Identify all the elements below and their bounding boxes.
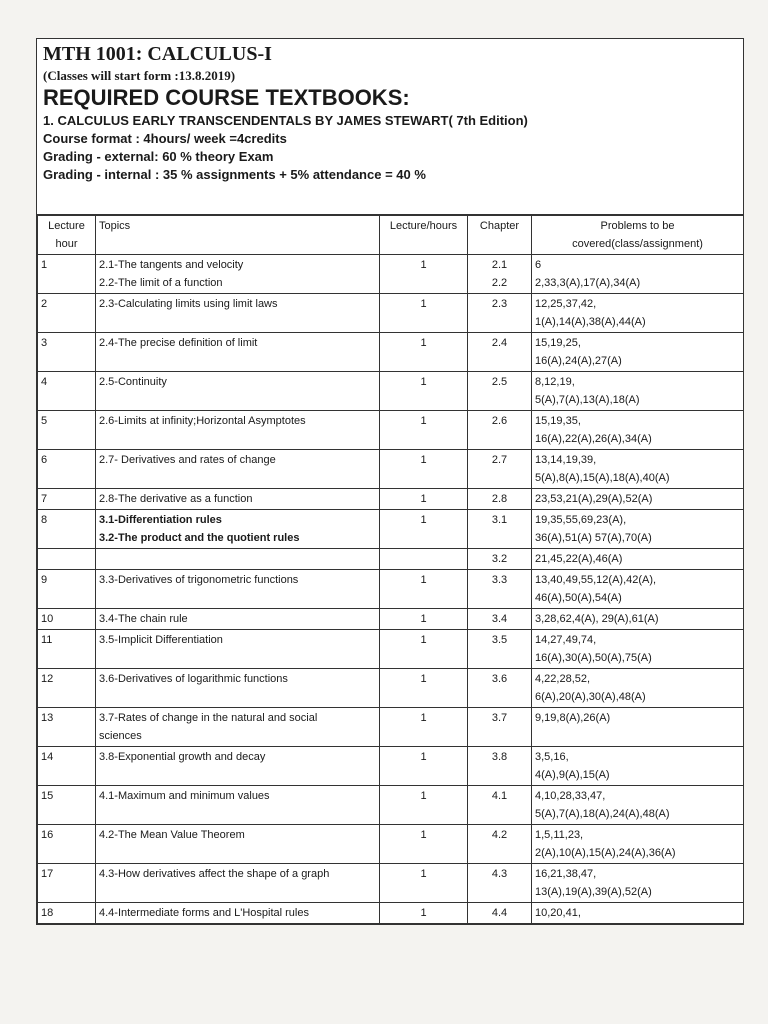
table-row [38, 549, 744, 570]
textbook-entry: 1. CALCULUS EARLY TRANSCENDENTALS BY JAMES STEWART( 7th Edition) [43, 113, 528, 128]
problems-text: 4,10,28,33,47, [535, 790, 606, 802]
topics-cell [96, 630, 380, 669]
chapter-text: 2.1 [491, 259, 508, 271]
table-row [38, 411, 744, 450]
syllabus-sheet [36, 38, 744, 925]
lecture-hour-cell: 12 [38, 669, 96, 708]
problems-cell [532, 747, 744, 786]
lecture-hour-cell: 9 [38, 570, 96, 609]
course-title: MTH 1001: CALCULUS-I [43, 43, 272, 65]
problems-cell [532, 255, 744, 294]
topic-text: 2.5-Continuity [99, 376, 167, 388]
table-row [38, 903, 744, 924]
syllabus-header [37, 39, 743, 215]
topic-text: 2.2-The limit of a function [99, 277, 223, 289]
problems-cell [532, 450, 744, 489]
problems-text: 2,33,3(A),17(A),34(A) [535, 277, 641, 289]
table-row [38, 333, 744, 372]
lecture-hour-cell: 8 [38, 510, 96, 549]
lecture-hour-header-line1: Lecture [48, 220, 85, 232]
topic-text: 3.1-Differentiation rules [99, 514, 222, 526]
schedule-table [37, 215, 744, 924]
lecture-hour-cell: 1 [38, 255, 96, 294]
table-row [38, 294, 744, 333]
chapter-cell [468, 786, 532, 825]
topics-cell [96, 669, 380, 708]
textbooks-heading: REQUIRED COURSE TEXTBOOKS: [43, 85, 410, 110]
problems-text: 13(A),19(A),39(A),52(A) [535, 886, 652, 898]
problems-text: 13,40,49,55,12(A),42(A), [535, 574, 657, 586]
problems-text: 6 [535, 259, 542, 271]
problems-text: 6(A),20(A),30(A),48(A) [535, 691, 646, 703]
table-row [38, 489, 744, 510]
course-format: Course format : 4hours/ week =4credits [43, 131, 287, 146]
lecture-hour-cell: 17 [38, 864, 96, 903]
chapter-text: 2.6 [491, 415, 508, 427]
topics-cell [96, 411, 380, 450]
topics-cell [96, 570, 380, 609]
chapter-cell [468, 825, 532, 864]
topics-cell [96, 294, 380, 333]
problems-text: 19,35,55,69,23(A), [535, 514, 627, 526]
problems-text: 3,5,16, [535, 751, 569, 763]
lecture-hour-cell: 13 [38, 708, 96, 747]
problems-header-line1: Problems to be [600, 220, 675, 232]
chapter-header: Chapter [468, 216, 532, 255]
topic-text: 3.3-Derivatives of trigonometric functions [99, 574, 299, 586]
problems-text: 8,12,19, [535, 376, 575, 388]
lecture-hour-header-line2: hour [55, 238, 78, 250]
lecture-hours-cell: 1 [380, 255, 468, 294]
chapter-text: 2.4 [491, 337, 508, 349]
chapter-text: 4.4 [491, 907, 508, 919]
chapter-text: 2.3 [491, 298, 508, 310]
lecture-hour-cell: 16 [38, 825, 96, 864]
lecture-hours-cell: 1 [380, 903, 468, 924]
problems-cell [532, 609, 744, 630]
lecture-hour-cell: 5 [38, 411, 96, 450]
chapter-text: 2.7 [491, 454, 508, 466]
problems-text: 15,19,35, [535, 415, 581, 427]
lecture-hour-header [38, 216, 96, 255]
chapter-text: 3.7 [491, 712, 508, 724]
lecture-hours-cell: 1 [380, 411, 468, 450]
lecture-hour-cell: 3 [38, 333, 96, 372]
problems-text: 16(A),24(A),27(A) [535, 355, 622, 367]
topics-cell [96, 489, 380, 510]
problems-text: 2(A),10(A),15(A),24(A),36(A) [535, 847, 676, 859]
topics-cell [96, 333, 380, 372]
topics-cell [96, 708, 380, 747]
chapter-cell [468, 630, 532, 669]
lecture-hours-cell: 1 [380, 570, 468, 609]
grading-external: Grading - external: 60 % theory Exam [43, 149, 274, 164]
table-row [38, 510, 744, 549]
problems-text: 23,53,21(A),29(A),52(A) [535, 493, 653, 505]
problems-text: 1,5,11,23, [535, 829, 584, 841]
topic-text: 3.5-Implicit Differentiation [99, 634, 223, 646]
lecture-hours-cell: 1 [380, 294, 468, 333]
chapter-text: 3.5 [491, 634, 508, 646]
problems-text: 1(A),14(A),38(A),44(A) [535, 316, 646, 328]
lecture-hour-cell: 18 [38, 903, 96, 924]
problems-cell [532, 864, 744, 903]
topic-text: 2.6-Limits at infinity;Horizontal Asymptotes [99, 415, 306, 427]
chapter-text: 2.5 [491, 376, 508, 388]
table-row [38, 609, 744, 630]
table-row [38, 708, 744, 747]
problems-header [532, 216, 744, 255]
problems-text: 46(A),50(A),54(A) [535, 592, 622, 604]
chapter-cell [468, 255, 532, 294]
chapter-cell [468, 450, 532, 489]
lecture-hours-cell: 1 [380, 864, 468, 903]
problems-header-line2: covered(class/assignment) [572, 238, 703, 250]
problems-cell [532, 489, 744, 510]
topics-cell [96, 609, 380, 630]
problems-text: 16(A),30(A),50(A),75(A) [535, 652, 652, 664]
problems-cell [532, 903, 744, 924]
table-row [38, 570, 744, 609]
chapter-cell [468, 708, 532, 747]
lecture-hours-cell: 1 [380, 630, 468, 669]
chapter-cell [468, 333, 532, 372]
problems-cell [532, 786, 744, 825]
grading-internal: Grading - internal : 35 % assignments + 5% attendance = 40 % [43, 167, 426, 182]
problems-text: 9,19,8(A),26(A) [535, 712, 611, 724]
lecture-hour-cell: 14 [38, 747, 96, 786]
problems-text: 4,22,28,52, [535, 673, 591, 685]
chapter-cell [468, 669, 532, 708]
topic-text: 4.3-How derivatives affect the shape of a graph [99, 868, 330, 880]
topic-text: 2.4-The precise definition of limit [99, 337, 258, 349]
lecture-hour-cell: 4 [38, 372, 96, 411]
topic-text: 4.4-Intermediate forms and L'Hospital rules [99, 907, 309, 919]
table-row [38, 747, 744, 786]
table-row [38, 786, 744, 825]
topic-text: 3.7-Rates of change in the natural and social [99, 712, 318, 724]
problems-cell [532, 372, 744, 411]
chapter-text: 3.4 [491, 613, 508, 625]
table-row [38, 825, 744, 864]
table-row [38, 669, 744, 708]
lecture-hours-cell: 1 [380, 669, 468, 708]
problems-cell [532, 510, 744, 549]
chapter-text: 3.2 [491, 553, 508, 565]
lecture-hour-cell: 2 [38, 294, 96, 333]
lecture-hours-cell: 1 [380, 609, 468, 630]
chapter-cell [468, 903, 532, 924]
chapter-cell [468, 609, 532, 630]
problems-cell [532, 825, 744, 864]
topic-text: 2.3-Calculating limits using limit laws [99, 298, 278, 310]
table-header-row [38, 216, 744, 255]
topics-cell [96, 549, 380, 570]
problems-text: 5(A),7(A),18(A),24(A),48(A) [535, 808, 670, 820]
problems-cell [532, 708, 744, 747]
lecture-hours-cell: 1 [380, 708, 468, 747]
topics-header: Topics [96, 216, 380, 255]
topic-text: 3.4-The chain rule [99, 613, 188, 625]
lecture-hours-cell: 1 [380, 747, 468, 786]
chapter-text: 4.3 [491, 868, 508, 880]
problems-text: 15,19,25, [535, 337, 581, 349]
lecture-hours-cell: 1 [380, 450, 468, 489]
chapter-text: 2.8 [491, 493, 508, 505]
chapter-cell [468, 864, 532, 903]
table-row [38, 630, 744, 669]
problems-text: 13,14,19,39, [535, 454, 597, 466]
topics-cell [96, 786, 380, 825]
problems-cell [532, 411, 744, 450]
chapter-text: 4.2 [491, 829, 508, 841]
chapter-cell [468, 489, 532, 510]
problems-text: 16(A),22(A),26(A),34(A) [535, 433, 652, 445]
chapter-cell [468, 411, 532, 450]
topic-text: 4.2-The Mean Value Theorem [99, 829, 245, 841]
problems-text: 4(A),9(A),15(A) [535, 769, 610, 781]
problems-text: 16,21,38,47, [535, 868, 597, 880]
chapter-cell [468, 747, 532, 786]
problems-text: 5(A),8(A),15(A),18(A),40(A) [535, 472, 670, 484]
lecture-hours-cell: 1 [380, 489, 468, 510]
chapter-cell [468, 570, 532, 609]
topic-text: 3.6-Derivatives of logarithmic functions [99, 673, 288, 685]
lecture-hour-cell: 6 [38, 450, 96, 489]
lecture-hours-header: Lecture/hours [380, 216, 468, 255]
chapter-text: 3.6 [491, 673, 508, 685]
problems-cell [532, 294, 744, 333]
table-row [38, 372, 744, 411]
problems-text: 14,27,49,74, [535, 634, 597, 646]
lecture-hour-cell: 7 [38, 489, 96, 510]
problems-text: 3,28,62,4(A), 29(A),61(A) [535, 613, 659, 625]
lecture-hours-cell: 1 [380, 510, 468, 549]
topic-text: 4.1-Maximum and minimum values [99, 790, 270, 802]
topic-text: 2.1-The tangents and velocity [99, 259, 244, 271]
chapter-cell [468, 294, 532, 333]
lecture-hours-cell: 1 [380, 372, 468, 411]
problems-text: 5(A),7(A),13(A),18(A) [535, 394, 640, 406]
lecture-hour-cell: 11 [38, 630, 96, 669]
lecture-hour-cell: 10 [38, 609, 96, 630]
problems-cell [532, 669, 744, 708]
topics-cell [96, 747, 380, 786]
problems-cell [532, 333, 744, 372]
lecture-hours-cell: 1 [380, 333, 468, 372]
schedule-body [38, 255, 744, 924]
chapter-text: 2.2 [491, 277, 508, 289]
problems-cell [532, 549, 744, 570]
chapter-cell [468, 549, 532, 570]
lecture-hours-cell: 1 [380, 825, 468, 864]
topic-text: 3.2-The product and the quotient rules [99, 532, 300, 544]
topics-cell [96, 864, 380, 903]
problems-text: 10,20,41, [535, 907, 581, 919]
topics-cell [96, 372, 380, 411]
topic-text: 3.8-Exponential growth and decay [99, 751, 266, 763]
topics-cell [96, 510, 380, 549]
lecture-hour-cell: 15 [38, 786, 96, 825]
chapter-cell [468, 372, 532, 411]
chapter-text: 3.8 [491, 751, 508, 763]
table-row [38, 450, 744, 489]
topics-cell [96, 825, 380, 864]
chapter-cell [468, 510, 532, 549]
topics-cell [96, 450, 380, 489]
table-row [38, 864, 744, 903]
lecture-hours-cell: 1 [380, 786, 468, 825]
topics-cell [96, 903, 380, 924]
problems-text: 36(A),51(A) 57(A),70(A) [535, 532, 652, 544]
problems-text: 21,45,22(A),46(A) [535, 553, 623, 565]
topic-text: 2.8-The derivative as a function [99, 493, 253, 505]
table-row [38, 255, 744, 294]
chapter-text: 3.1 [491, 514, 508, 526]
lecture-hour-cell [38, 549, 96, 570]
chapter-text: 4.1 [491, 790, 508, 802]
chapter-text: 3.3 [491, 574, 508, 586]
problems-text: 12,25,37,42, [535, 298, 597, 310]
start-date-note: (Classes will start form :13.8.2019) [43, 68, 236, 83]
lecture-hours-cell [380, 549, 468, 570]
problems-cell [532, 630, 744, 669]
topic-text: 2.7- Derivatives and rates of change [99, 454, 276, 466]
topics-cell [96, 255, 380, 294]
topic-text: sciences [99, 730, 142, 742]
problems-cell [532, 570, 744, 609]
